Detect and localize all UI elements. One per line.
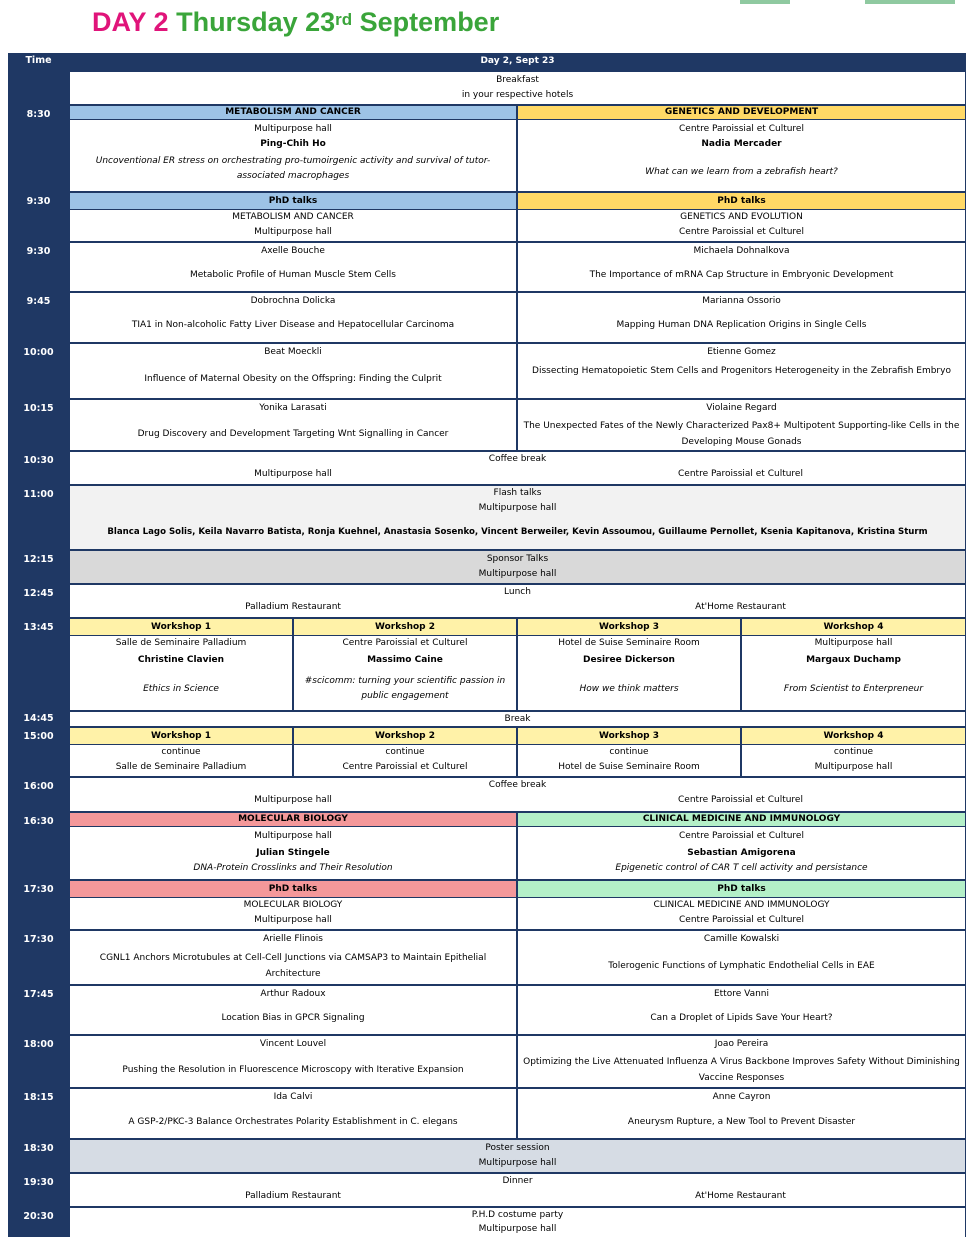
time-label: 18:30	[23, 1143, 54, 1154]
speaker: Yonika Larasati	[259, 403, 327, 413]
date-label	[176, 7, 499, 37]
flash-talks-cell	[70, 486, 965, 549]
time-label: 17:30	[23, 934, 54, 945]
talk-title: A GSP-2/PKC-3 Balance Orchestrates Polarity Establishment in C. elegans	[128, 1117, 458, 1127]
speaker: Sebastian Amigorena	[687, 848, 796, 858]
venue: Multipurpose hall	[254, 795, 332, 805]
time-label: 19:30	[23, 1177, 54, 1188]
phd-session-right	[518, 193, 965, 241]
venue: At'Home Restaurant	[695, 1191, 786, 1201]
session-name: CLINICAL MEDICINE AND IMMUNOLOGY	[653, 900, 830, 910]
venue: Multipurpose hall	[478, 1224, 557, 1234]
speaker: Nadia Mercader	[701, 139, 782, 149]
talk-title: Dissecting Hematopoietic Stem Cells and Progenitors Heterogeneity in the Zebrafish Embryo	[532, 366, 951, 376]
speaker: Ping-Chih Ho	[260, 139, 326, 149]
breakfast-title: Breakfast	[496, 75, 539, 85]
time-label: 17:30	[23, 884, 54, 895]
time-label: 9:30	[26, 196, 51, 207]
venue: Salle de Seminaire Palladium	[115, 762, 247, 772]
page-title	[92, 4, 499, 40]
talk-row	[8, 243, 966, 292]
speaker: Arthur Radoux	[260, 989, 326, 999]
sponsor-title: Sponsor Talks	[486, 554, 549, 564]
time-label: 17:45	[23, 989, 54, 1000]
party-row	[8, 1208, 966, 1237]
speaker: Ettore Vanni	[713, 989, 770, 999]
talk-cell	[70, 243, 516, 291]
workshops-row	[8, 619, 966, 711]
speaker: Etienne Gomez	[707, 347, 776, 357]
time-label: 18:00	[23, 1039, 54, 1050]
venue: Multipurpose hall	[254, 469, 332, 479]
venue: Centre Paroissial et Culturel	[678, 469, 803, 479]
talk-title: Location Bias in GPCR Signaling	[221, 1013, 365, 1023]
lunch-venues	[70, 600, 965, 615]
venue: Salle de Seminaire Palladium	[115, 638, 247, 648]
talk-title: Optimizing the Live Attenuated Influenza A Virus Backbone Improves Safety Without Diminishing Vaccine Responses	[523, 1057, 960, 1083]
workshop-header: Workshop 4	[742, 728, 965, 745]
time-label: 11:00	[23, 489, 54, 500]
talk-row	[8, 1036, 966, 1088]
talk-cell	[518, 344, 965, 398]
venue: Multipurpose hall	[814, 762, 893, 772]
talk-title: Metabolic Profile of Human Muscle Stem Cells	[190, 270, 396, 280]
lunch-cell	[70, 585, 965, 617]
speaker: Marianna Ossorio	[702, 296, 781, 306]
time-label: 10:15	[23, 403, 54, 414]
time-label: 16:00	[23, 781, 54, 792]
phd-header: PhD talks	[70, 881, 516, 898]
venue: Palladium Restaurant	[245, 602, 341, 612]
break-title: Break	[504, 714, 531, 724]
coffee-venues	[70, 467, 965, 482]
venue: Centre Paroissial et Culturel	[342, 638, 468, 648]
lunch-title: Lunch	[504, 587, 531, 597]
leader: Massimo Caine	[367, 655, 443, 665]
keynote-row-830	[8, 106, 966, 192]
talk-cell	[518, 293, 965, 342]
time-label: 9:45	[26, 296, 51, 307]
talk-cell	[70, 344, 516, 398]
time-label: 12:15	[23, 554, 54, 565]
session-metabolism-cancer	[70, 106, 516, 191]
time-label: 18:15	[23, 1092, 54, 1103]
talk-title: Can a Droplet of Lipids Save Your Heart?	[650, 1013, 833, 1023]
venue: At'Home Restaurant	[695, 602, 786, 612]
keynote-row-1630	[8, 813, 966, 880]
time-label: 14:45	[23, 713, 54, 724]
speaker: Camille Kowalski	[703, 934, 780, 944]
continue-label: continue	[161, 747, 201, 757]
topic: From Scientist to Enterpreneur	[783, 684, 924, 694]
talk-cell	[518, 243, 965, 291]
logo-fragment	[740, 0, 790, 4]
talk-title: Tolerogenic Functions of Lymphatic Endothelial Cells in EAE	[608, 961, 875, 971]
talk-cell	[518, 931, 965, 984]
session-header: METABOLISM AND CANCER	[70, 106, 516, 120]
workshop-2-continue	[294, 728, 516, 776]
flash-speakers: Blanca Lago Solis, Keila Navarro Batista, Ronja Kuehnel, Anastasia Sosenko, Vincent Berweiler, Kevin Assoumou, Guillaume Pernollet, Ksenia Kapitanova, Kristina Sturm	[107, 527, 928, 537]
party-cell	[70, 1208, 965, 1237]
venue: Multipurpose hall	[254, 915, 332, 925]
speaker: Beat Moeckli	[264, 347, 322, 357]
session-header: GENETICS AND DEVELOPMENT	[518, 106, 965, 120]
talk-title: Uncoventional ER stress on orchestrating pro-tumoirgenic activity and survival of tutor-associated macrophages	[95, 156, 491, 181]
workshop-header: Workshop 4	[742, 619, 965, 636]
leader: Margaux Duchamp	[806, 655, 901, 665]
phd-header: PhD talks	[70, 193, 516, 210]
header-row	[8, 53, 966, 71]
talk-title: The Importance of mRNA Cap Structure in Embryonic Development	[589, 270, 894, 280]
workshop-header: Workshop 3	[518, 728, 740, 745]
poster-cell	[70, 1140, 965, 1172]
speaker: Axelle Bouche	[261, 246, 325, 256]
talk-cell	[70, 1089, 516, 1138]
venue: Centre Paroissial et Culturel	[679, 124, 804, 134]
coffee-break-cell	[70, 778, 965, 811]
talk-row	[8, 986, 966, 1035]
talk-title: Pushing the Resolution in Fluorescence Microscopy with Iterative Expansion	[122, 1065, 464, 1075]
phd-header: PhD talks	[518, 193, 965, 210]
time-label: 10:30	[23, 455, 54, 466]
talk-title: The Unexpected Fates of the Newly Characterized Pax8+ Multipotent Supporting-like Cells in the Developing Mouse Gonads	[523, 421, 960, 447]
speaker: Julian Stingele	[256, 848, 330, 858]
coffee-title: Coffee break	[488, 780, 547, 790]
time-label: 16:30	[23, 816, 54, 827]
month-text: September	[359, 7, 500, 37]
speaker: Ida Calvi	[273, 1092, 313, 1102]
continue-label: continue	[385, 747, 425, 757]
poster-title: Poster session	[485, 1143, 550, 1153]
talk-title: Epigenetic control of CAR T cell activity and persistance	[615, 863, 868, 873]
talk-cell	[518, 400, 965, 450]
time-label: 13:45	[23, 622, 54, 633]
talk-title: CGNL1 Anchors Microtubules at Cell-Cell Junctions via CAMSAP3 to Maintain Epithelial Architecture	[99, 953, 487, 979]
session-genetics-development	[518, 106, 965, 191]
workshop-2-cell	[294, 619, 516, 710]
phd-session-left	[70, 881, 516, 929]
phd-header-row-1	[8, 193, 966, 242]
session-header: MOLECULAR BIOLOGY	[70, 813, 516, 827]
flash-title: Flash talks	[493, 488, 542, 498]
session-name: METABOLISM AND CANCER	[232, 212, 354, 222]
workshop-header: Workshop 2	[294, 728, 516, 745]
leader: Desiree Dickerson	[583, 655, 675, 665]
phd-session-left	[70, 193, 516, 241]
workshops-continue-row	[8, 728, 966, 777]
workshop-1-continue	[70, 728, 292, 776]
poster-row	[8, 1140, 966, 1173]
talk-cell	[518, 986, 965, 1034]
talk-cell	[70, 293, 516, 342]
workshop-3-continue	[518, 728, 740, 776]
dinner-title: Dinner	[502, 1176, 533, 1186]
workshop-4-continue	[742, 728, 965, 776]
schedule-table	[8, 53, 966, 1237]
session-clinical-medicine	[518, 813, 965, 879]
coffee-row	[8, 452, 966, 485]
talk-row	[8, 400, 966, 451]
venue: Multipurpose hall	[478, 569, 557, 579]
time-label: 15:00	[23, 731, 54, 742]
breakfast-row	[8, 72, 966, 105]
time-column-header: Time	[25, 55, 52, 66]
talk-cell	[518, 1036, 965, 1087]
workshop-1-cell	[70, 619, 292, 710]
flash-row	[8, 486, 966, 550]
workshop-4-cell	[742, 619, 965, 710]
time-label: 10:00	[23, 347, 54, 358]
coffee-break-cell	[70, 452, 965, 484]
sponsor-row	[8, 551, 966, 584]
speaker: Dobrochna Dolicka	[250, 296, 336, 306]
dinner-cell	[70, 1174, 965, 1206]
dinner-row	[8, 1174, 966, 1207]
speaker: Arielle Flinois	[263, 934, 323, 944]
continue-label: continue	[833, 747, 874, 757]
venue: Multipurpose hall	[814, 638, 893, 648]
time-label: 8:30	[26, 109, 51, 120]
sponsor-cell	[70, 551, 965, 583]
date-suffix: rd	[335, 10, 353, 29]
venue: Multipurpose hall	[254, 124, 332, 134]
venue: Palladium Restaurant	[245, 1191, 341, 1201]
topic: How we think matters	[579, 684, 679, 694]
talk-row	[8, 1089, 966, 1139]
talk-row	[8, 293, 966, 343]
leader: Christine Clavien	[137, 655, 225, 665]
workshop-header: Workshop 2	[294, 619, 516, 636]
day-label: DAY 2	[92, 7, 169, 37]
lunch-row	[8, 585, 966, 618]
talk-title: Influence of Maternal Obesity on the Offspring: Finding the Culprit	[144, 374, 442, 384]
phd-header: PhD talks	[518, 881, 965, 898]
session-name: MOLECULAR BIOLOGY	[243, 900, 343, 910]
session-header: CLINICAL MEDICINE AND IMMUNOLOGY	[518, 813, 965, 827]
speaker: Violaine Regard	[706, 403, 777, 413]
speaker: Vincent Louvel	[259, 1039, 327, 1049]
talk-cell	[70, 400, 516, 450]
breakfast-cell	[70, 72, 965, 104]
talk-title: DNA-Protein Crosslinks and Their Resolution	[193, 863, 393, 873]
talk-row	[8, 344, 966, 399]
topic: Ethics in Science	[143, 684, 219, 694]
coffee-venues	[70, 793, 965, 808]
workshop-header: Workshop 1	[70, 728, 292, 745]
venue: Centre Paroissial et Culturel	[679, 915, 804, 925]
talk-cell	[70, 931, 516, 984]
venue: Multipurpose hall	[478, 1158, 557, 1168]
phd-header-row-2	[8, 881, 966, 930]
venue: Hotel de Suise Seminaire Room	[558, 762, 700, 772]
session-name: GENETICS AND EVOLUTION	[680, 212, 803, 222]
venue: Multipurpose hall	[254, 227, 332, 237]
dinner-venues	[70, 1189, 965, 1204]
talk-title: Drug Discovery and Development Targeting Wnt Signalling in Cancer	[137, 429, 449, 439]
workshop-3-cell	[518, 619, 740, 710]
logo-fragment	[865, 0, 955, 4]
breakfast-sub: in your respective hotels	[461, 90, 574, 100]
talk-title: What can we learn from a zebrafish heart?	[645, 167, 838, 177]
topic: #scicomm: turning your scientific passion in public engagement	[304, 676, 506, 701]
venue: Multipurpose hall	[478, 503, 557, 513]
coffee-row-2	[8, 778, 966, 812]
talk-row	[8, 931, 966, 985]
venue: Multipurpose hall	[254, 831, 332, 841]
break-row	[8, 712, 966, 727]
speaker: Anne Cayron	[712, 1092, 771, 1102]
speaker: Michaela Dohnalkova	[693, 246, 790, 256]
venue: Centre Paroissial et Culturel	[342, 762, 468, 772]
date-text: Thursday 23	[176, 7, 336, 37]
time-label: 9:30	[26, 246, 51, 257]
talk-title: Aneurysm Rupture, a New Tool to Prevent Disaster	[627, 1117, 856, 1127]
coffee-title: Coffee break	[488, 454, 547, 464]
time-label: 20:30	[23, 1211, 54, 1222]
talk-title: Mapping Human DNA Replication Origins in Single Cells	[616, 320, 867, 330]
talk-cell	[70, 986, 516, 1034]
day-column-header	[70, 53, 965, 71]
venue: Centre Paroissial et Culturel	[678, 795, 803, 805]
workshop-header: Workshop 1	[70, 619, 292, 636]
speaker: Joao Pereira	[714, 1039, 769, 1049]
day-header-label: Day 2, Sept 23	[480, 56, 555, 66]
party-title: P.H.D costume party	[471, 1210, 564, 1220]
workshop-header: Workshop 3	[518, 619, 740, 636]
break-cell	[70, 712, 965, 726]
venue: Centre Paroissial et Culturel	[679, 227, 804, 237]
session-molecular-biology	[70, 813, 516, 879]
continue-label: continue	[609, 747, 649, 757]
talk-cell	[70, 1036, 516, 1087]
phd-session-right	[518, 881, 965, 929]
venue: Hotel de Suise Seminaire Room	[558, 638, 700, 648]
venue: Centre Paroissial et Culturel	[679, 831, 804, 841]
talk-title: TIA1 in Non-alcoholic Fatty Liver Disease and Hepatocellular Carcinoma	[131, 320, 455, 330]
time-label: 12:45	[23, 588, 54, 599]
talk-cell	[518, 1089, 965, 1138]
